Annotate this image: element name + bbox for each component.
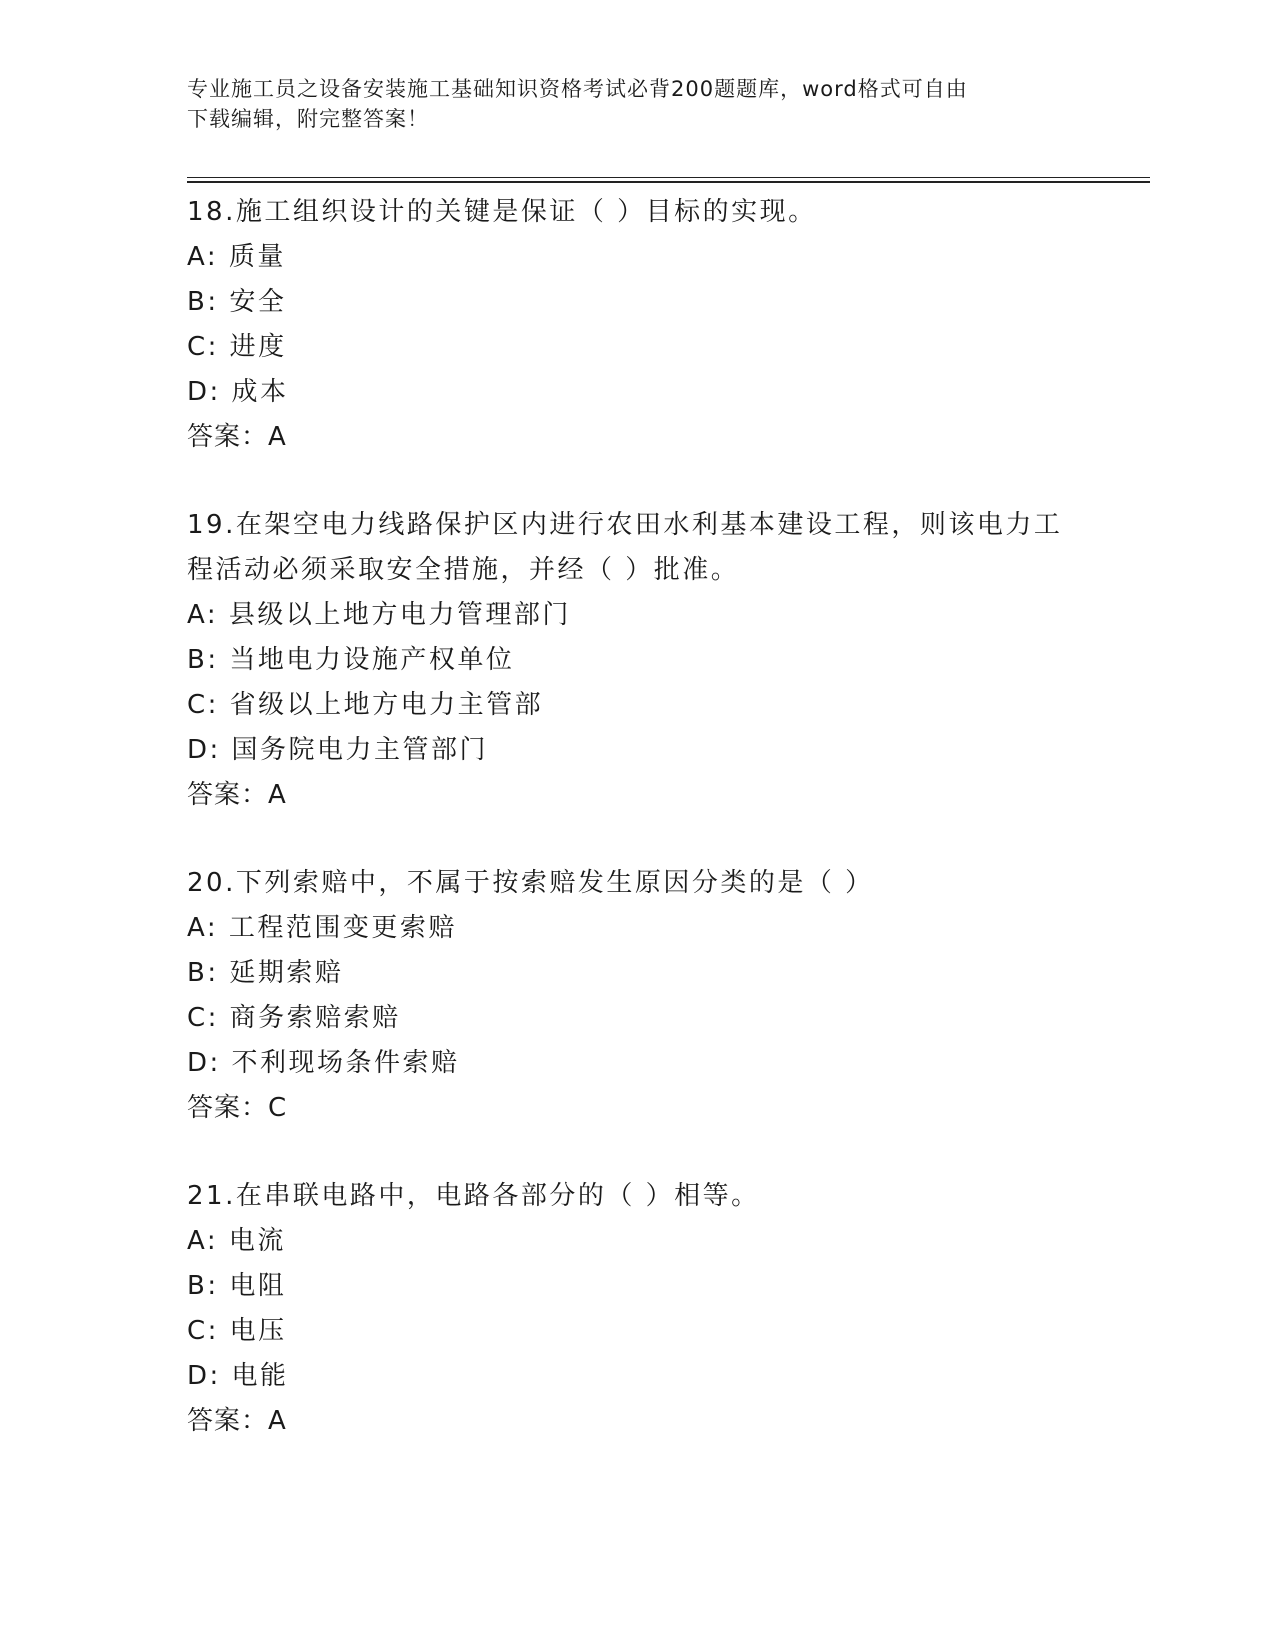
question-stem: 19.在架空电力线路保护区内进行农田水利基本建设工程，则该电力工程活动必须采取安全措施，并经（ ）批准。 — [187, 510, 1063, 585]
option-a: A: 工程范围变更索赔 — [187, 913, 457, 943]
answer-line: 答案：A — [187, 422, 287, 452]
option-c: C: 进度 — [187, 332, 287, 362]
option-d: D: 国务院电力主管部门 — [187, 735, 489, 765]
option-c: C: 商务索赔索赔 — [187, 1003, 401, 1033]
option-c: C: 电压 — [187, 1316, 287, 1346]
answer-line: 答案：C — [187, 1093, 288, 1123]
answer-line: 答案：A — [187, 780, 287, 810]
header-divider-thick — [187, 181, 1150, 183]
option-d: D: 电能 — [187, 1361, 289, 1391]
header-line-1: 专业施工员之设备安装施工基础知识资格考试必背200题题库，word格式可自由 — [187, 77, 968, 101]
option-a: A: 电流 — [187, 1226, 286, 1256]
option-b: B: 当地电力设施产权单位 — [187, 645, 515, 675]
option-d: D: 不利现场条件索赔 — [187, 1048, 460, 1078]
question-list — [187, 190, 1087, 1487]
header-line-2: 下载编辑，附完整答案！ — [187, 107, 429, 131]
option-b: B: 延期索赔 — [187, 958, 344, 988]
option-c: C: 省级以上地方电力主管部 — [187, 690, 544, 720]
document-header — [187, 74, 1067, 134]
question-stem: 20.下列索赔中，不属于按索赔发生原因分类的是（ ） — [187, 868, 874, 898]
option-b: B: 电阻 — [187, 1271, 287, 1301]
answer-line: 答案：A — [187, 1406, 287, 1436]
question-stem: 18.施工组织设计的关键是保证（ ）目标的实现。 — [187, 197, 817, 227]
option-b: B: 安全 — [187, 287, 287, 317]
question-stem: 21.在串联电路中，电路各部分的（ ）相等。 — [187, 1181, 760, 1211]
option-d: D: 成本 — [187, 377, 289, 407]
option-a: A: 县级以上地方电力管理部门 — [187, 600, 571, 630]
question-21 — [187, 1174, 1087, 1444]
question-18 — [187, 190, 1087, 460]
question-19 — [187, 503, 1087, 818]
header-divider-thin — [187, 177, 1150, 178]
question-20 — [187, 861, 1087, 1131]
option-a: A: 质量 — [187, 242, 286, 272]
